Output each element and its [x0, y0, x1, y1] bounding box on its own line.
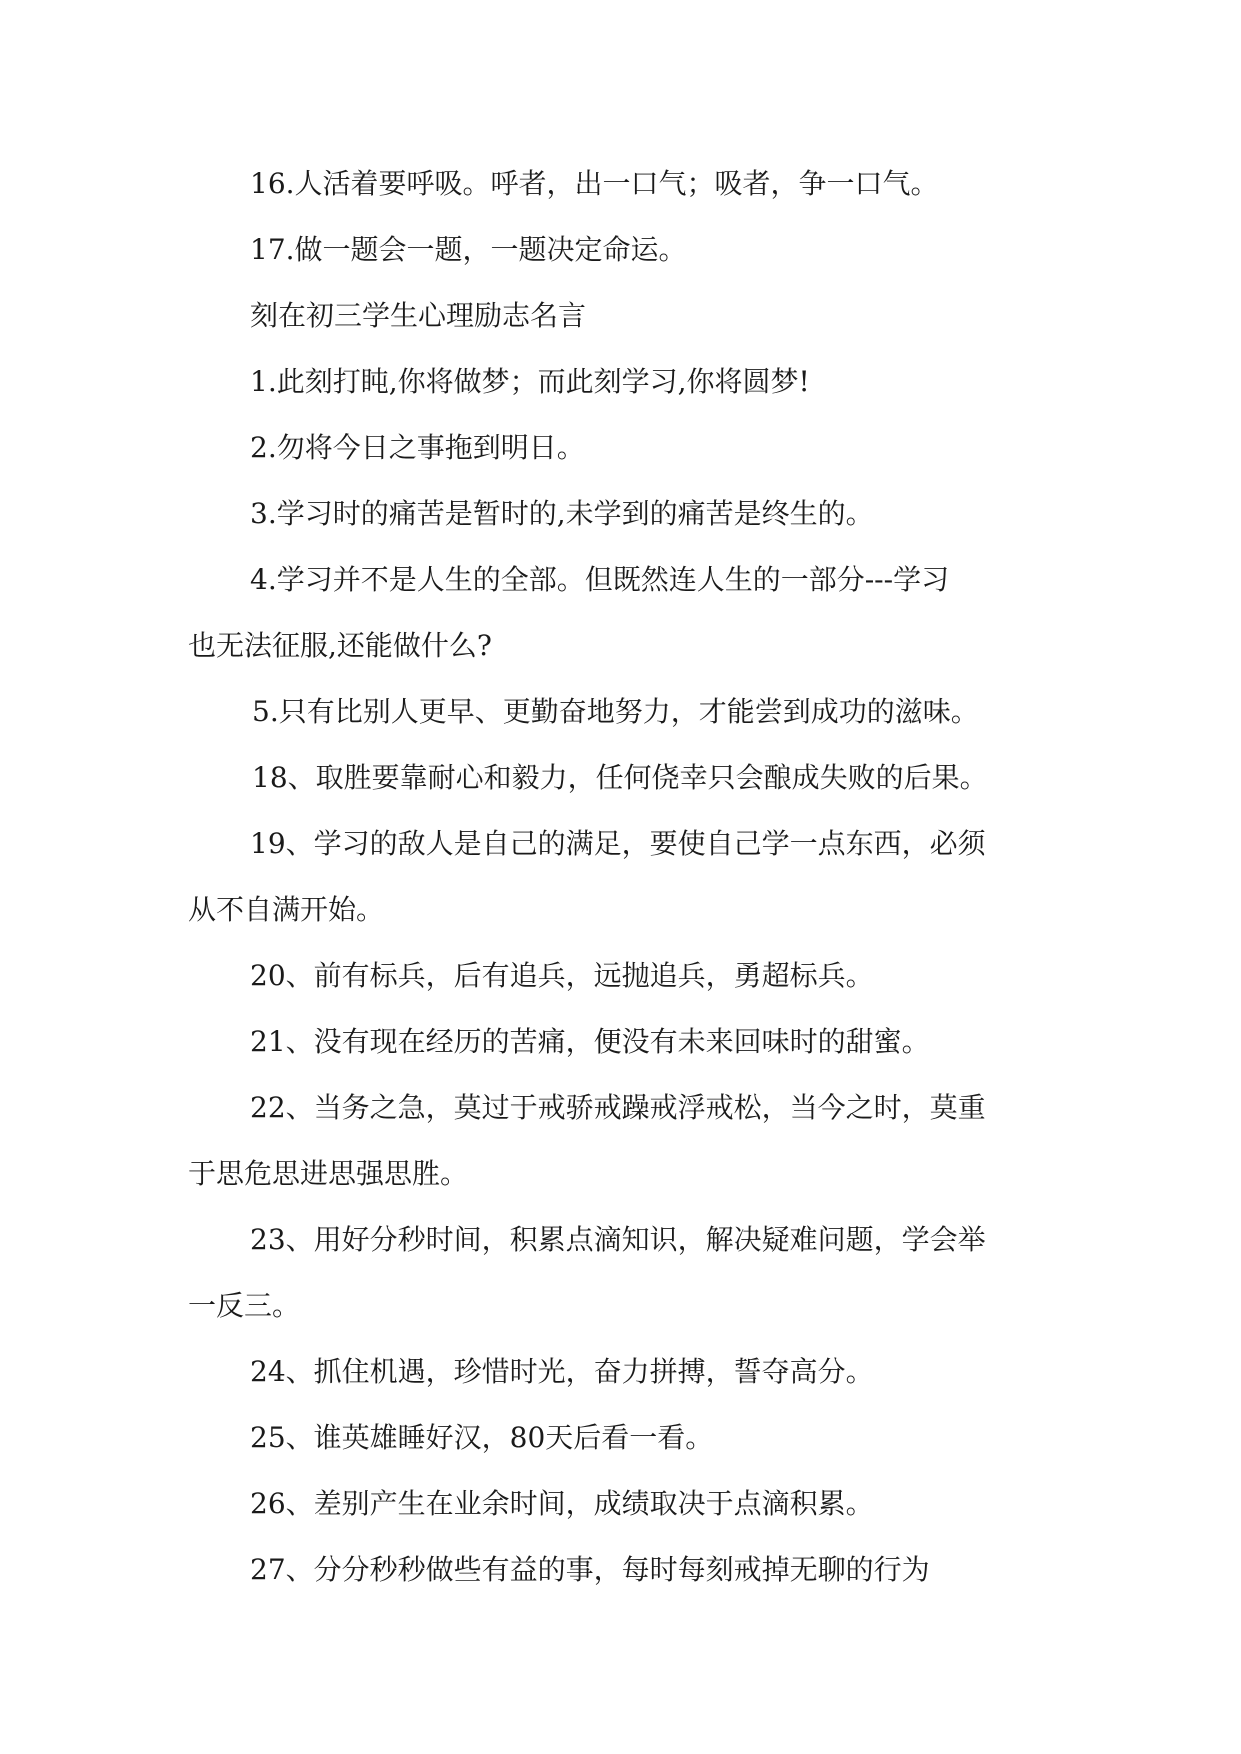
text-line: 19、学习的敌人是自己的满足，要使自己学一点东西，必须 — [250, 827, 986, 860]
text-line: 5.只有比别人更早、更勤奋地努力，才能尝到成功的滋味。 — [252, 695, 979, 728]
text-line-continuation: 从不自满开始。 — [188, 893, 385, 926]
text-line-continuation: 于思危思进思强思胜。 — [188, 1157, 469, 1190]
text-line: 21、没有现在经历的苦痛，便没有未来回味时的甜蜜。 — [250, 1025, 930, 1058]
section-heading: 刻在初三学生心理励志名言 — [250, 299, 587, 332]
text-line-continuation: 一反三。 — [188, 1289, 301, 1322]
text-line: 20、前有标兵，后有追兵，远抛追兵，勇超标兵。 — [250, 959, 874, 992]
text-line: 23、用好分秒时间，积累点滴知识，解决疑难问题，学会举 — [250, 1223, 986, 1256]
text-line: 17.做一题会一题，一题决定命运。 — [250, 233, 687, 266]
text-line: 2.勿将今日之事拖到明日。 — [250, 431, 585, 464]
text-line: 25、谁英雄睡好汉，80天后看一看。 — [250, 1421, 714, 1454]
text-line: 26、差别产生在业余时间，成绩取决于点滴积累。 — [250, 1487, 874, 1520]
text-line: 18、取胜要靠耐心和毅力，任何侥幸只会酿成失败的后果。 — [252, 761, 988, 794]
text-line: 3.学习时的痛苦是暂时的,未学到的痛苦是终生的。 — [250, 497, 874, 530]
text-line: 24、抓住机遇，珍惜时光，奋力拼搏，誓夺高分。 — [250, 1355, 874, 1388]
text-line: 1.此刻打盹,你将做梦；而此刻学习,你将圆梦! — [250, 365, 810, 398]
text-line: 22、当务之急，莫过于戒骄戒躁戒浮戒松，当今之时，莫重 — [250, 1091, 986, 1124]
text-line: 4.学习并不是人生的全部。但既然连人生的一部分---学习 — [250, 563, 950, 596]
text-line: 16.人活着要呼吸。呼者，出一口气；吸者，争一口气。 — [250, 167, 939, 200]
text-line-continuation: 也无法征服,还能做什么? — [188, 629, 492, 662]
text-line: 27、分分秒秒做些有益的事，每时每刻戒掉无聊的行为 — [250, 1553, 930, 1586]
